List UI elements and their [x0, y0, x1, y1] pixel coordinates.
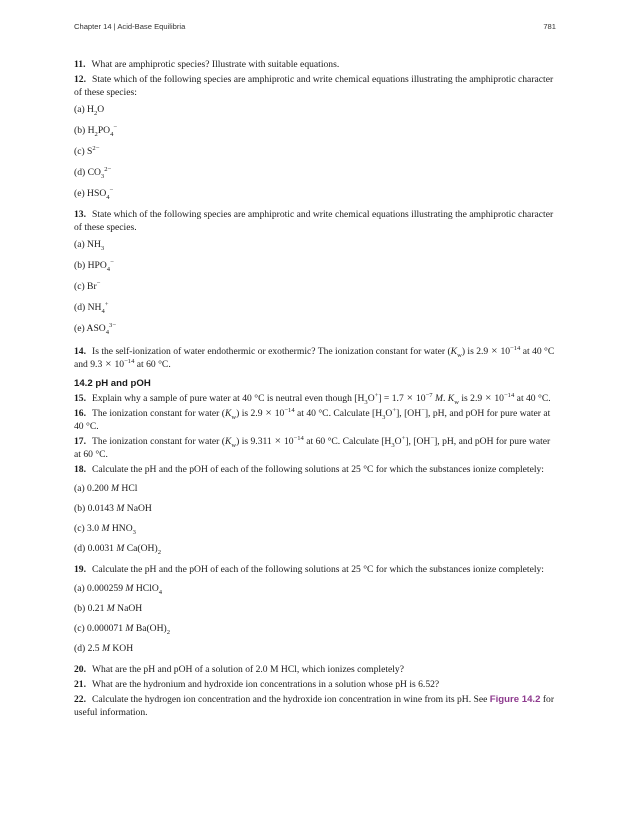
page-header	[74, 22, 556, 36]
question-20	[74, 663, 556, 676]
question-12	[74, 73, 556, 99]
question-13	[74, 208, 556, 234]
exercise-list	[74, 58, 556, 721]
question-19	[74, 563, 556, 576]
list-item: (a) 0.000259 M HClO$_4$	[74, 583, 163, 596]
question-number: 13.	[74, 209, 86, 220]
list-item: (a) $NH_3$	[74, 239, 105, 252]
list-item: (b) 0.0143 M NaOH	[74, 503, 152, 514]
question-text: Calculate the hydrogen ion concentration and the hydroxide ion concentration in wine from its pH. See	[92, 694, 488, 705]
section-heading: 14.2 pH and pOH	[74, 378, 151, 389]
question-number: 21.	[74, 679, 86, 690]
chapter-title: Chapter 14 | Acid-Base Equilibria	[74, 22, 186, 31]
list-item: (c) 0.000071 M $Ba(OH)_2$	[74, 623, 171, 636]
question-text: What are amphiprotic species? Illustrate with suitable equations.	[91, 59, 340, 70]
list-item: (d) $CO_3^{2-}$	[74, 165, 112, 180]
question-16: 16. The ionization constant for water $(K_w)$ is $2.9 \times 10^{-14}$ at 40 °C. Calculate $[H_3O^+]$, [OH−], pH, and pOH for pure water at 40 °C.	[74, 406, 551, 432]
question-number: 19.	[74, 564, 86, 575]
list-item: (b) 0.21 M NaOH	[74, 603, 143, 614]
list-item: (a) 0.200 M HCl	[74, 483, 138, 494]
list-item: (c) $S^{2-}$	[74, 144, 100, 157]
list-item: (b) $HPO_4^-$	[74, 258, 114, 273]
question-text: Calculate the pH and the pOH of each of the following solutions at 25 °C for which the substances ionize completely:	[92, 564, 544, 575]
list-item: (e) $HSO_4^-$	[74, 186, 114, 201]
list-item: (c) 3.0 M $HNO_3$	[74, 523, 136, 536]
question-number: 16.	[74, 408, 86, 419]
question-text: Calculate the pH and the pOH of each of the following solutions at 25 °C for which the substances ionize completely:	[92, 464, 544, 475]
list-item: (d) 0.0031 M $Ca(OH)_2$	[74, 543, 161, 556]
question-text: State which of the following species are amphiprotic and write chemical equations illustrating the amphiprotic character of these species:	[74, 74, 554, 98]
list-item: (e) $ASO_4^{3-}$	[74, 321, 117, 336]
question-number: 17.	[74, 436, 86, 447]
question-15: 15. Explain why a sample of pure water at 40 °C is neutral even though $[H_3O^+] = 1.7 \times 10^{-7}$ M. $K_w$ is $2.9 \times 10^{-14}$ at 40 °C.	[74, 391, 551, 406]
question-number: 20.	[74, 664, 86, 675]
question-number: 12.	[74, 74, 86, 85]
question-number: 11.	[74, 59, 86, 70]
question-number: 15.	[74, 393, 86, 404]
question-number: 18.	[74, 464, 86, 475]
question-number: 22.	[74, 694, 86, 705]
question-number: 14.	[74, 346, 86, 357]
list-item: (b) $H_2PO_4^-$	[74, 123, 118, 138]
question-17: 17. The ionization constant for water $(K_w)$ is $9.311 \times 10^{-14}$ at 60 °C. Calculate $[H_3O^+]$, [OH−], pH, and pOH for pure water at 60 °C.	[74, 434, 551, 460]
question-tail: for useful information.	[74, 694, 555, 718]
list-item: (d) $NH_4^+$	[74, 300, 109, 315]
figure-link[interactable]: Figure 14.2	[489, 694, 541, 705]
question-text: State which of the following species are amphiprotic and write chemical equations illustrating the amphiprotic character of these species.	[74, 209, 554, 233]
question-14: 14. Is the self-ionization of water endothermic or exothermic? The ionization constant for water $(K_w)$ is $2.9 \times 10^{-14}$ at 40 °C and $9.3 \times 10^{-14}$ at 60 °C.	[74, 344, 555, 370]
question-text: What are the hydronium and hydroxide ion concentrations in a solution whose pH is 6.52?	[92, 679, 440, 690]
question-21	[74, 678, 556, 691]
question-18	[74, 463, 556, 476]
list-item: (a) $H_2O$	[74, 104, 105, 117]
question-11	[74, 58, 556, 71]
list-item: (c) Br−	[74, 279, 101, 292]
question-text: What are the pH and pOH of a solution of 2.0 M HCl, which ionizes completely?	[92, 664, 404, 675]
page-number: 781	[543, 22, 556, 31]
question-22	[74, 693, 556, 719]
list-item: (d) 2.5 M KOH	[74, 643, 134, 654]
